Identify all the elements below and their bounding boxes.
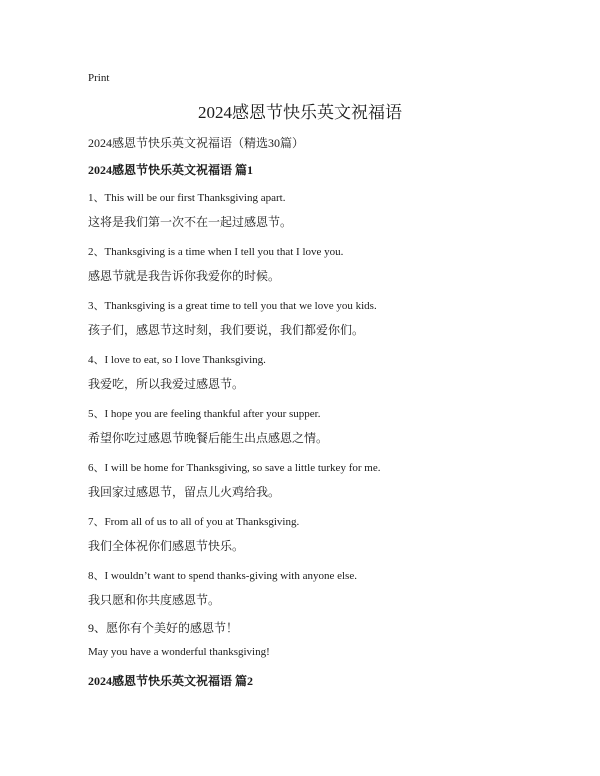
- document-title: 2024感恩节快乐英文祝福语: [198, 103, 402, 122]
- wish-3-chinese: 孩子们，感恩节这时刻，我们要说，我们都爱你们。: [88, 323, 365, 337]
- wish-7-english: 7、From all of us to all of you at Thanksgiving.: [88, 516, 300, 528]
- wish-4-chinese: 我爱吃，所以我爱过感恩节。: [88, 377, 245, 391]
- wish-2-english: 2、Thanksgiving is a time when I tell you that I love you.: [88, 246, 344, 258]
- wish-3-english: 3、Thanksgiving is a great time to tell you that we love you kids.: [88, 300, 377, 312]
- wish-1-chinese: 这将是我们第一次不在一起过感恩节。: [88, 215, 293, 229]
- section-heading-1: 2024感恩节快乐英文祝福语 篇1: [88, 163, 254, 177]
- wish-5-chinese: 希望你吃过感恩节晚餐后能生出点感恩之情。: [88, 431, 329, 445]
- wish-2-chinese: 感恩节就是我告诉你我爱你的时候。: [88, 269, 281, 283]
- wish-8-english: 8、I wouldn’t want to spend thanks-giving with anyone else.: [88, 570, 357, 582]
- wish-4-english: 4、I love to eat, so I love Thanksgiving.: [88, 354, 266, 366]
- wish-9-english: May you have a wonderful thanksgiving!: [88, 646, 270, 658]
- wish-8-chinese: 我只愿和你共度感恩节。: [88, 593, 221, 607]
- wish-7-chinese: 我们全体祝你们感恩节快乐。: [88, 539, 245, 553]
- wish-1-english: 1、This will be our first Thanksgiving apart.: [88, 192, 286, 204]
- section-heading-2: 2024感恩节快乐英文祝福语 篇2: [88, 674, 254, 688]
- document-subtitle: 2024感恩节快乐英文祝福语（精选30篇）: [88, 136, 305, 150]
- wish-6-english: 6、I will be home for Thanksgiving, so save a little turkey for me.: [88, 462, 381, 474]
- wish-6-chinese: 我回家过感恩节，留点儿火鸡给我。: [88, 485, 281, 499]
- wish-9-chinese: 9、愿你有个美好的感恩节！: [88, 621, 239, 635]
- wish-5-english: 5、I hope you are feeling thankful after your supper.: [88, 408, 321, 420]
- print-label: Print: [88, 72, 110, 84]
